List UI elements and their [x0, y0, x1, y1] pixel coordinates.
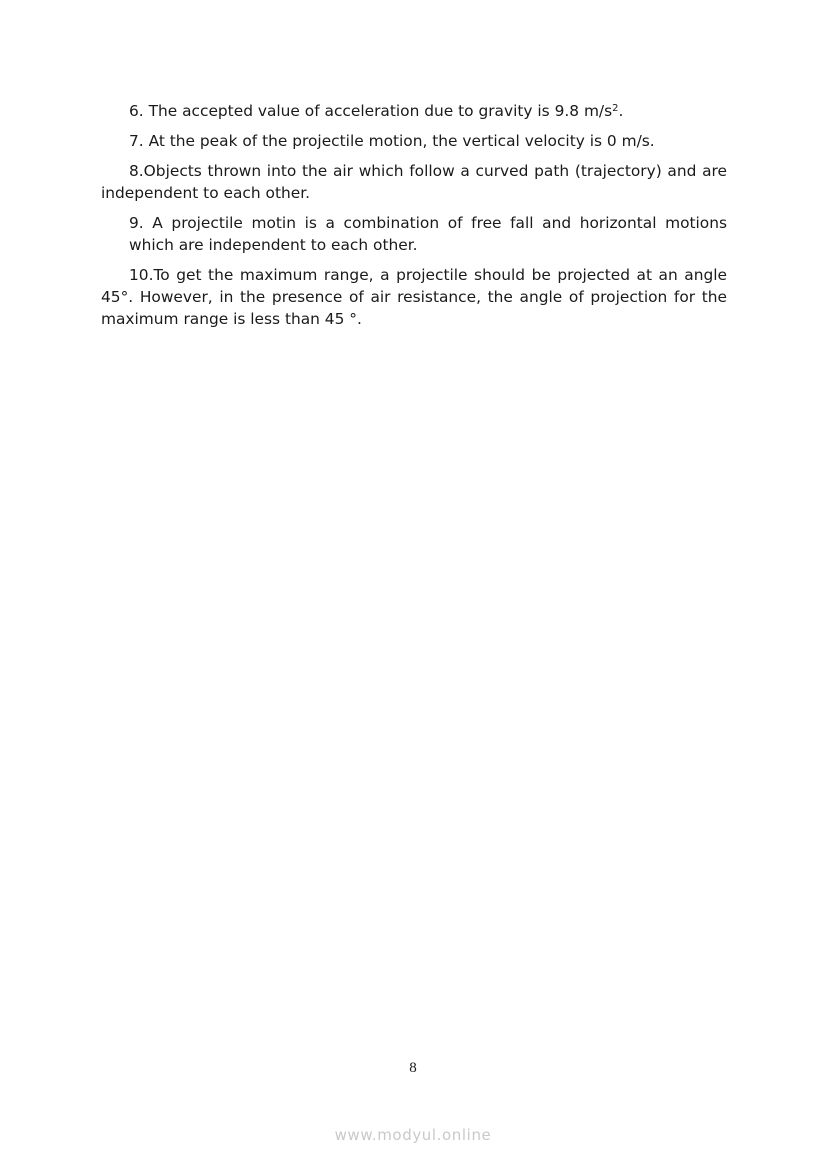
statements-list	[101, 100, 727, 338]
statement-6-period: .	[618, 102, 624, 120]
statement-9: 9. A projectile motin is a combination of free fall and horizontal motions which are independent to each other.	[129, 214, 727, 254]
watermark-url: www.modyul.online	[334, 1126, 492, 1144]
statement-8: 8.Objects thrown into the air which follow a curved path (trajectory) and are independent to each other.	[101, 162, 727, 202]
statement-7: 7. At the peak of the projectile motion, the vertical velocity is 0 m/s.	[129, 132, 655, 150]
superscript-exponent: 2	[612, 103, 619, 114]
statement-10: 10.To get the maximum range, a projectile should be projected at an angle 45°. However, in the presence of air resistance, the angle of projection for the maximum range is less than 45 °.	[101, 266, 727, 328]
page-number: 8	[409, 1060, 417, 1076]
statement-6	[101, 100, 727, 122]
statement-6-text: 6. The accepted value of acceleration due to gravity is 9.8 m/s	[129, 102, 613, 120]
